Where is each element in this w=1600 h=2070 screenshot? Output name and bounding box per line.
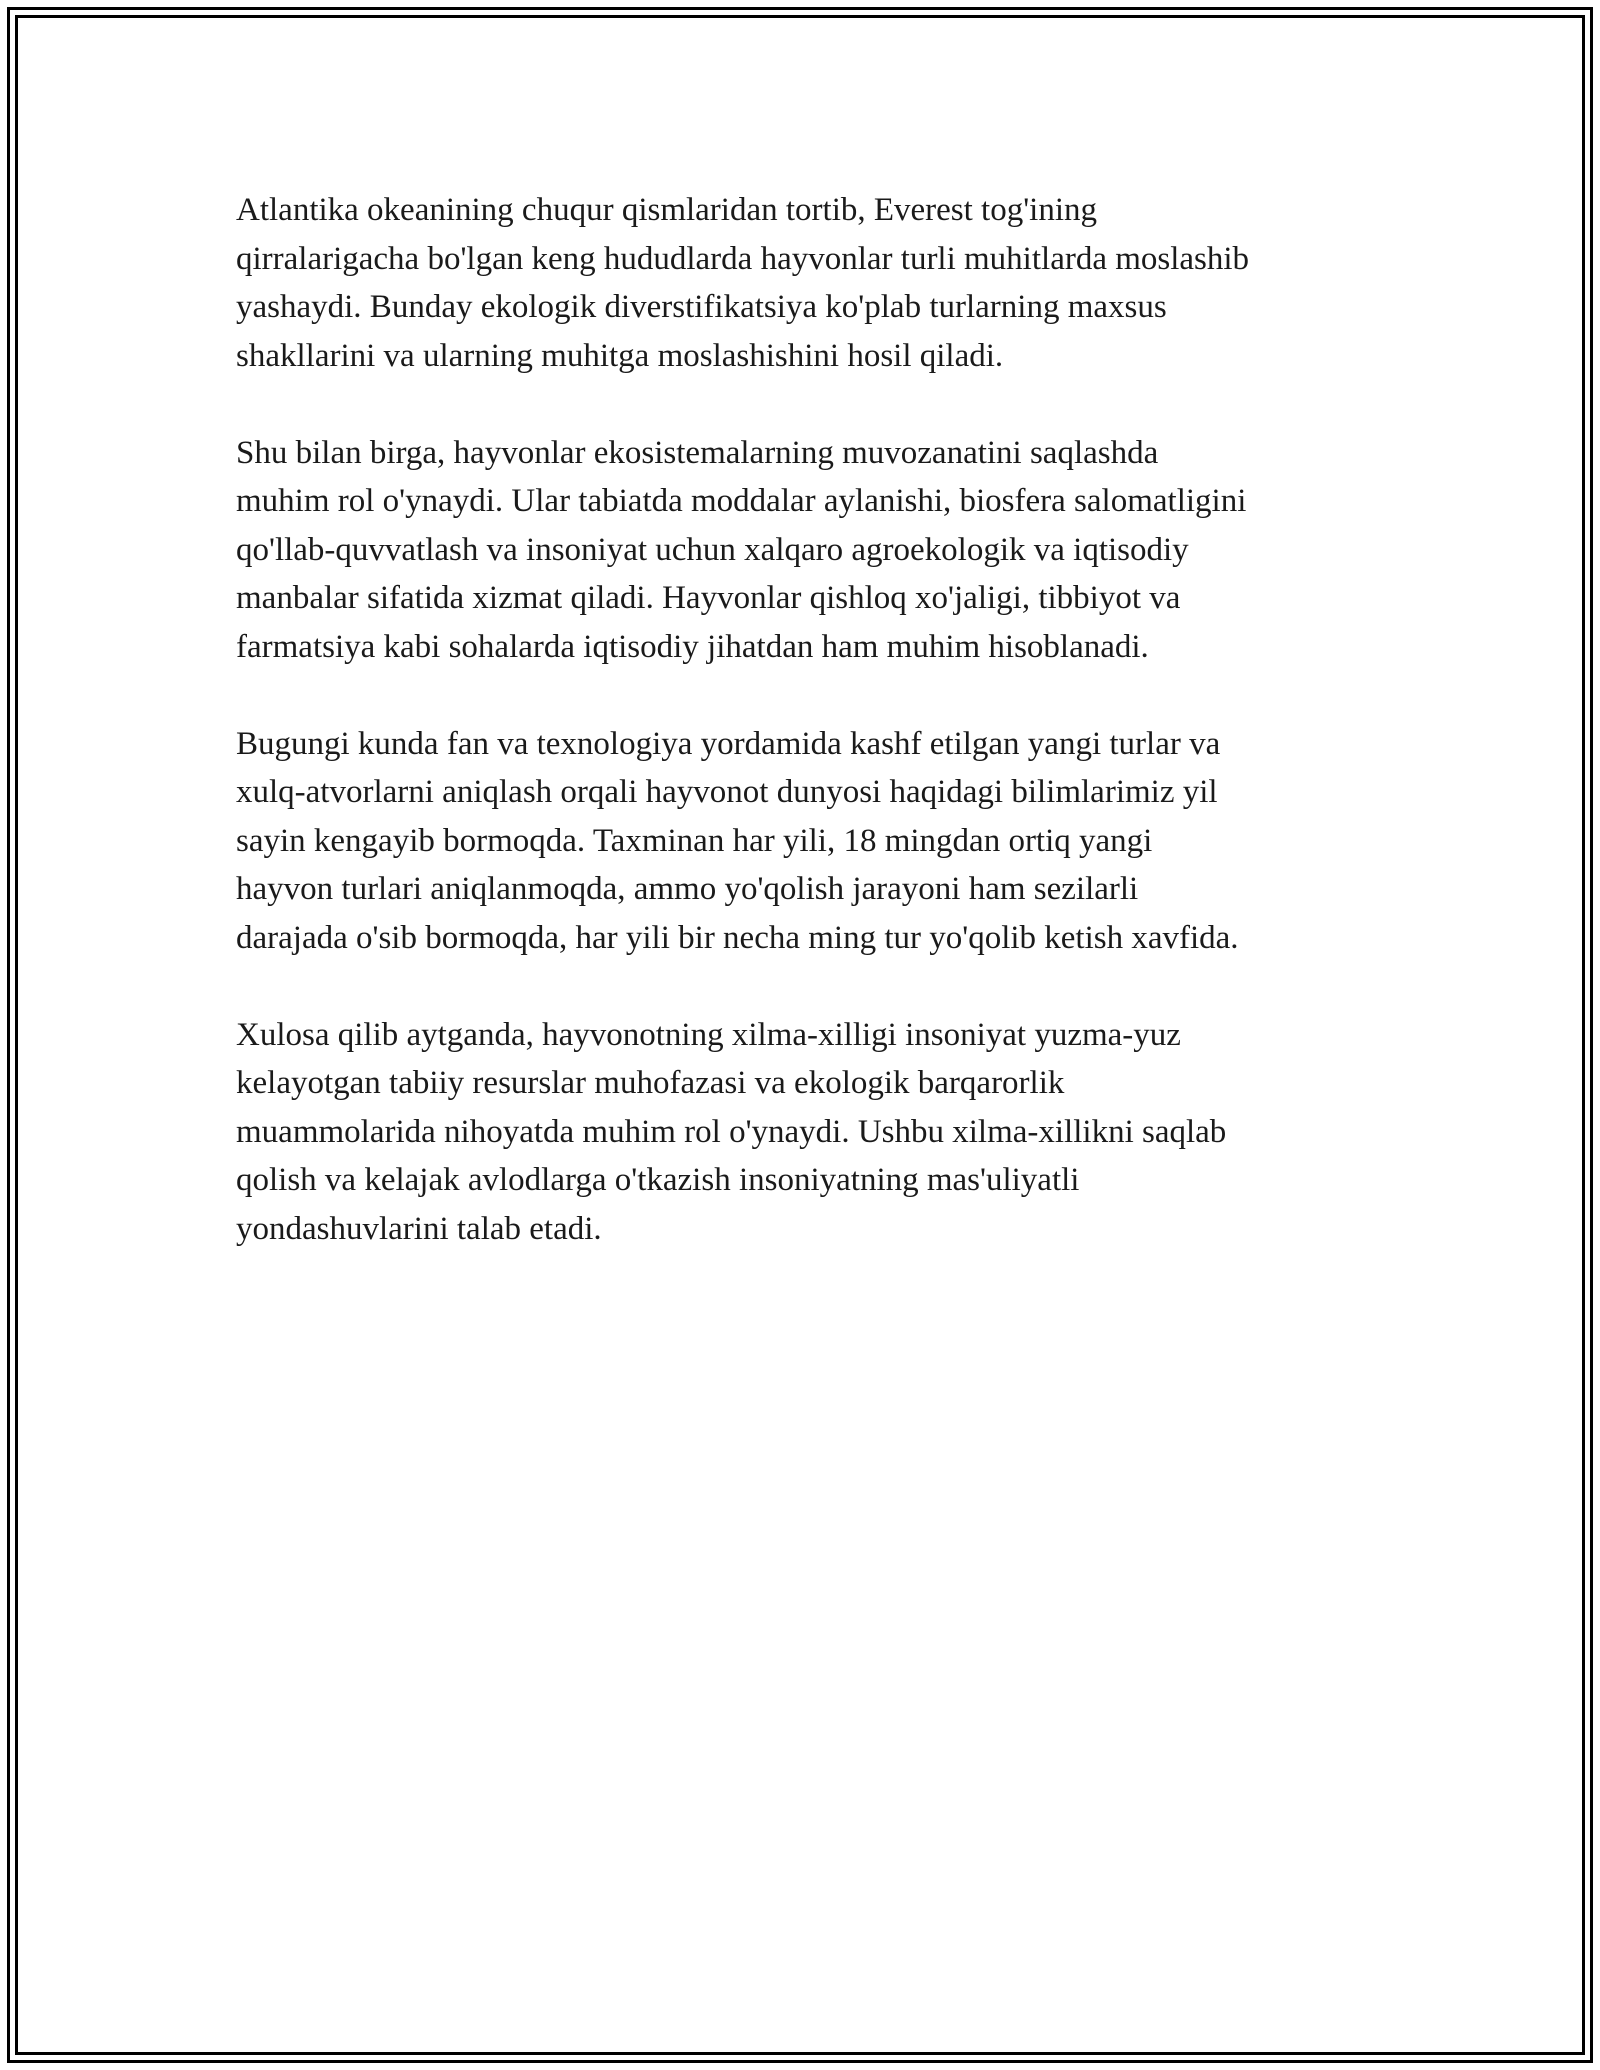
paragraph-3: Bugungi kunda fan va texnologiya yordamida kashf etilgan yangi turlar va xulq-atvorlarni aniqlash orqali hayvonot dunyosi haqidagi bilimlarimiz yil sayin kengayib bormoqda. Taxminan har yili, 18 mingdan ortiq yangi hayvon turlari aniqlanmoqda, ammo yo'qolish jarayoni ham sezilarli darajada o'sib bormoqda, har yili bir necha ming tur yo'qolib ketish xavfida.	[236, 725, 1239, 956]
paragraph-1: Atlantika okeanining chuqur qismlaridan tortib, Everest tog'ining qirralarigacha bo'lgan keng hududlarda hayvonlar turli muhitlarda moslashib yashaydi. Bunday ekologik diverstifikatsiya ko'plab turlarning maxsus shakllarini va ularning muhitga moslashishini hosil qiladi.	[236, 192, 1250, 374]
paragraph-2: Shu bilan birga, hayvonlar ekosistemalarning muvozanatini saqlashda muhim rol o'ynaydi. Ular tabiatda moddalar aylanishi, biosfera salomatligini qo'llab-quvvatlash va insoniyat uchun xalqaro agroekologik va iqtisodiy manbalar sifatida xizmat qiladi. Hayvonlar qishloq xo'jaligi, tibbiyot va farmatsiya kabi sohalarda iqtisodiy jihatdan ham muhim hisoblanadi.	[236, 434, 1247, 665]
paragraph-4: Xulosa qilib aytganda, hayvonotning xilma-xilligi insoniyat yuzma-yuz kelayotgan tabiiy resurslar muhofazasi va ekologik barqarorlik muammolarida nihoyatda muhim rol o'ynaydi. Ushbu xilma-xillikni saqlab qolish va kelajak avlodlarga o'tkazish insoniyatning mas'uliyatli yondashuvlarini talab etadi.	[236, 1016, 1227, 1247]
document-body	[236, 186, 1376, 1302]
